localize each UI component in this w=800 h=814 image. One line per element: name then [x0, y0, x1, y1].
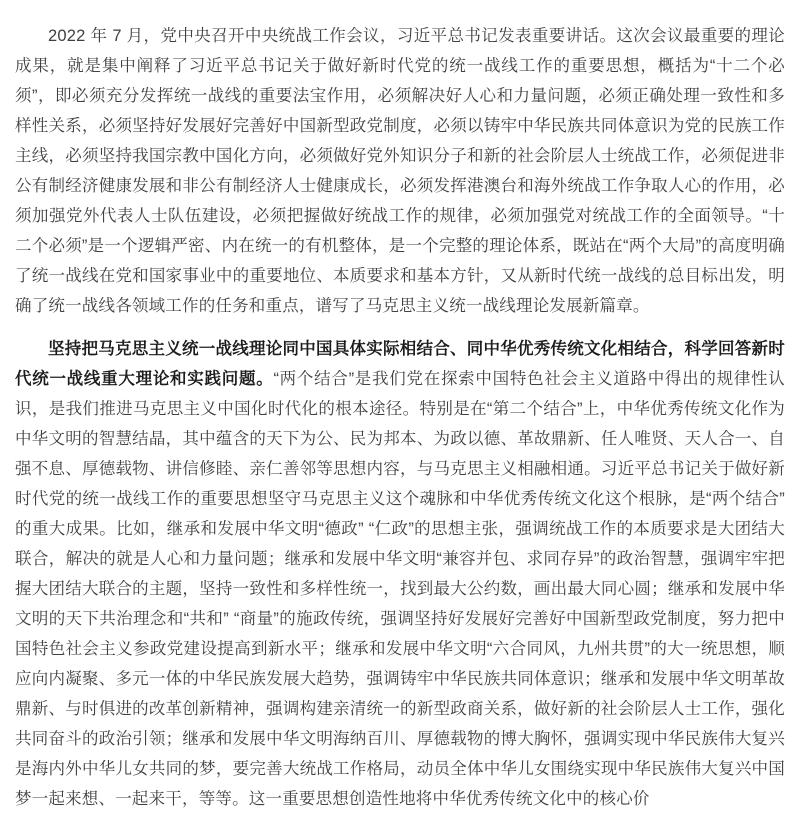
paragraph-2-lead: 坚持把马克思主义统一战线理论同中国具体实际相结合、同中华优秀传统文化相结合，科学回答新时代统一战线重大理论和实践问题。 [15, 340, 785, 388]
paragraph-2-text: “两个结合”是我们党在探索中国特色社会主义道路中得出的规律性认识，是我们推进马克思主义中国化时代化的根本途径。特别是在“第二个结合”上，中华优秀传统文化作为中华文明的智慧结晶，其中蕴含的天下为公、民为邦本、为政以德、革故鼎新、任人唯贤、天人合一、自强不息、厚德载物、讲信修睦、亲仁善邻等思想内容，与马克思主义相融相通。习近平总书记关于做好新时代党的统一战线工作的重要思想坚守马克思主义这个魂脉和中华优秀传统文化这个根脉，是“两个结合”的重大成果。比如，继承和发展中华文明“德政” “仁政”的思想主张，强调统战工作的本质要求是大团结大联合，解决的就是人心和力量问题；继承和发展中华文明“兼容并包、求同存异”的政治智慧，强调牢牢把握大团结大联合的主题，坚持一致性和多样性统一，找到最大公约数，画出最大同心圆；继承和发展中华文明的天下共治理念和“共和” “商量”的施政传统，强调坚持好发展好完善好中国新型政党制度，努力把中国特色社会主义参政党建设提高到新水平；继承和发展中华文明“六合同风，九州共贯”的大一统思想，顺应向内凝聚、多元一体的中华民族发展大趋势，强调铸牢中华民族共同体意识；继承和发展中华文明革故鼎新、与时俱进的改革创新精神，强调构建亲清统一的新型政商关系，做好新的社会阶层人士工作，强化共同奋斗的政治引领；继承和发展中华文明海纳百川、厚德载物的博大胸怀，强调实现中华民族伟大复兴是海内外中华儿女共同的梦，要完善大统战工作格局，动员全体中华儿女围绕实现中华民族伟大复兴中国梦一起来想、一起来干，等等。这一重要思想创造性地将中华优秀传统文化中的核心价 [15, 370, 785, 808]
paragraph-1-text: 2022 年 7 月，党中央召开中央统战工作会议，习近平总书记发表重要讲话。这次会议最重要的理论成果，就是集中阐释了习近平总书记关于做好新时代党的统一战线工作的重要思想，概括为“十二个必须”，即必须充分发挥统一战线的重要法宝作用，必须解决好人心和力量问题，必须正确处理一致性和多样性关系，必须坚持好发展好完善好中国新型政党制度，必须以铸牢中华民族共同体意识为党的民族工作主线，必须坚持我国宗教中国化方向，必须做好党外知识分子和新的社会阶层人士统战工作，必须促进非公有制经济健康发展和非公有制经济人士健康成长，必须发挥港澳台和海外统战工作争取人心的作用，必须加强党外代表人士队伍建设，必须把握做好统战工作的规律，必须加强党对统战工作的全面领导。“十二个必须”是一个逻辑严密、内在统一的有机整体，是一个完整的理论体系，既站在“两个大局”的高度明确了统一战线在党和国家事业中的重要地位、本质要求和基本方针，又从新时代统一战线的总目标出发，明确了统一战线各领域工作的任务和重点，谱写了马克思主义统一战线理论发展新篇章。 [15, 27, 785, 315]
paragraph-2 [15, 334, 785, 814]
paragraph-1 [15, 21, 785, 321]
